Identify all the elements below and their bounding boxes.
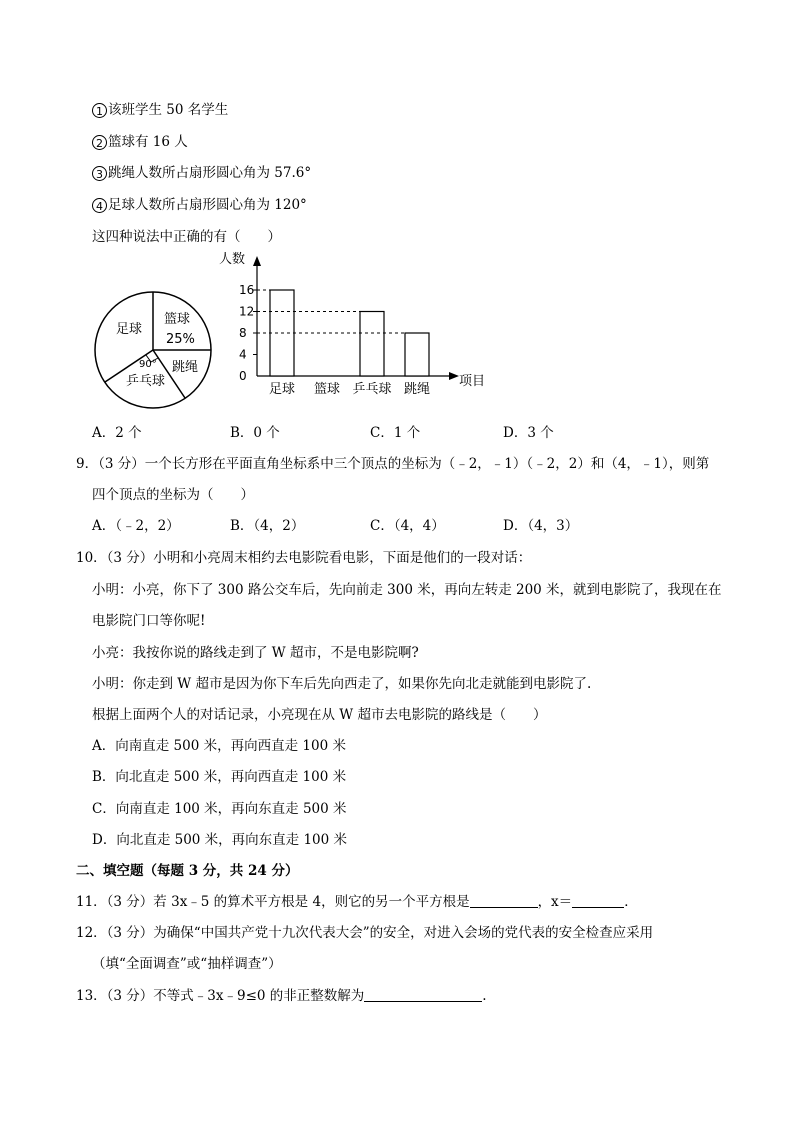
q10-option-c[interactable]: C．向南直走 100 米，再向东直走 500 米 [92, 801, 347, 817]
y-tick-label: 12 [239, 304, 255, 319]
statement-1 [92, 101, 228, 119]
x-tick-label: 跳绳 [403, 382, 431, 396]
q10-line4: 小亮：我按你说的路线走到了 W 超市，不是电影院啊? [92, 645, 419, 661]
y-tick-label: 16 [239, 283, 255, 297]
q10-line6: 根据上面两个人的对话记录，小亮现在从 W 超市去电影院的路线是（ ） [92, 707, 547, 723]
x-tick-label: 足球 [268, 382, 296, 396]
option-d[interactable]: D．3 个 [503, 425, 554, 441]
q13-text: 13．（3 分）不等式﹣3x﹣9≤0 的非正整数解为 [76, 988, 365, 1004]
answer-blank[interactable] [572, 893, 624, 908]
pie-label-pingpong: 乒乓球 [126, 374, 166, 389]
pie-label-rope: 跳绳 [172, 360, 199, 375]
q8-question: 这四种说法中正确的有（ ） [92, 229, 281, 245]
y-tick-label: 0 [239, 369, 247, 383]
statement-4 [92, 196, 307, 214]
x-tick-label: 乒乓球 [352, 382, 392, 396]
pie-chart [88, 285, 218, 415]
circled-number: 3 [92, 166, 107, 181]
answer-blank[interactable] [470, 893, 538, 908]
q11-text-mid: ，x＝ [537, 894, 573, 910]
option-b[interactable]: B．（4，2） [230, 518, 305, 534]
pie-label-football: 足球 [116, 322, 143, 337]
x-axis-label: 项目 [459, 374, 486, 389]
q9-line1: 9．（3 分）一个长方形在平面直角坐标系中三个顶点的坐标为（﹣2，﹣1）（﹣2，2）和（4，﹣1），则第 [76, 456, 710, 472]
y-tick-label: 8 [239, 326, 247, 340]
y-tick-label: 4 [239, 347, 247, 362]
option-a[interactable]: A．2 个 [92, 425, 142, 441]
bar-chart [215, 246, 505, 396]
q10-option-b[interactable]: B．向北直走 500 米，再向西直走 100 米 [92, 769, 347, 785]
q10-line2: 小明：小亮，你下了 300 路公交车后，先向前走 300 米，再向左转走 200 米，就到电影院了，我现在在 [92, 582, 722, 598]
statement-text: 该班学生 50 名学生 [108, 102, 229, 118]
q10-line5: 小明：你走到 W 超市是因为你下车后先向西走了，如果你先向北走就能到电影院了. [92, 676, 592, 692]
option-c[interactable]: C．（4，4） [370, 518, 445, 534]
section-title: 二、填空题（每题 3 分，共 24 分） [76, 863, 299, 879]
option-b[interactable]: B．0 个 [230, 425, 280, 441]
bar [405, 333, 429, 376]
y-axis-arrow [253, 256, 261, 266]
q10-option-a[interactable]: A．向南直走 500 米，再向西直走 100 米 [92, 738, 346, 754]
circled-number: 4 [92, 198, 107, 213]
x-axis-arrow [449, 372, 459, 380]
pie-label-basketball: 篮球 [164, 312, 191, 327]
option-a[interactable]: A．（﹣2，2） [92, 518, 180, 534]
q9-options [92, 517, 578, 535]
q10-option-d[interactable]: D．向北直走 500 米，再向东直走 100 米 [92, 832, 348, 848]
option-d[interactable]: D．（4，3） [503, 518, 579, 534]
circled-number: 2 [92, 135, 107, 150]
q10-line1: 10．（3 分）小明和小亮周末相约去电影院看电影，下面是他们的一段对话： [76, 550, 532, 566]
pie-label-angle: 90° [139, 359, 157, 370]
q11-text: 11．（3 分）若 3x﹣5 的算术平方根是 4，则它的另一个平方根是 [76, 894, 470, 910]
answer-blank[interactable] [364, 987, 482, 1002]
q9-line2: 四个顶点的坐标为（ ） [92, 487, 254, 503]
statement-text: 跳绳人数所占扇形圆心角为 57.6° [108, 165, 312, 181]
q11-text-end: ． [624, 894, 638, 910]
q12-line1: 12．（3 分）为确保“中国共产党十九次代表大会”的安全，对进入会场的党代表的安全检查应采用 [76, 925, 654, 941]
q12-line2: （填“全面调查”或“抽样调查”） [92, 956, 282, 972]
q13 [76, 987, 487, 1005]
statement-2 [92, 133, 188, 151]
bar [360, 312, 384, 377]
q13-text-end: . [482, 988, 487, 1004]
q11 [76, 893, 638, 911]
statement-3 [92, 164, 311, 182]
q8-options [92, 424, 554, 442]
option-c[interactable]: C．1 个 [370, 425, 421, 441]
statement-text: 篮球有 16 人 [108, 134, 188, 150]
x-tick-label: 篮球 [313, 382, 341, 396]
y-axis-label: 人数 [219, 252, 246, 267]
circled-number: 1 [92, 103, 107, 118]
statement-text: 足球人数所占扇形圆心角为 120° [108, 197, 307, 213]
pie-label-basketball-pct: 25% [166, 332, 195, 347]
q10-line3: 电影院门口等你呢! [92, 613, 206, 629]
